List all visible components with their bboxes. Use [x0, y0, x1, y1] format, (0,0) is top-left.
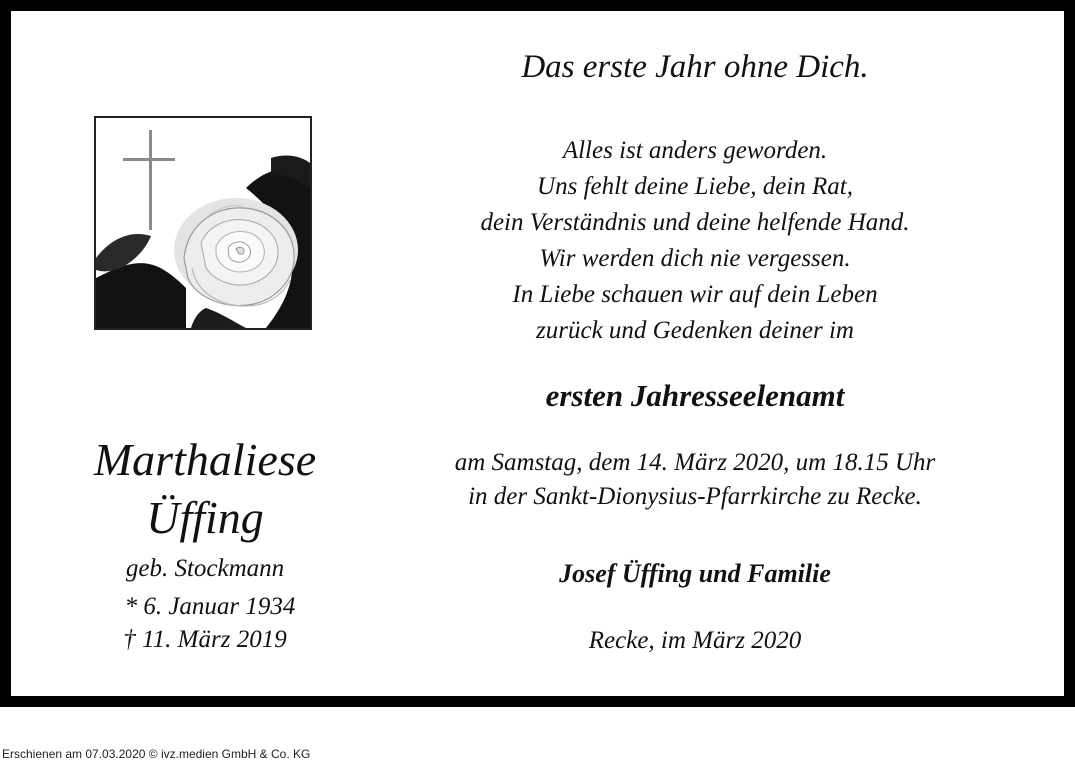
rose-with-cross-icon [94, 116, 312, 330]
deceased-maiden-name: geb. Stockmann [125, 555, 285, 582]
place-date: Recke, im März 2020 [588, 627, 802, 654]
death-date: † 11. März 2019 [123, 626, 287, 653]
event-detail-line: in der Sankt-Dionysius-Pfarrkirche zu Recke. [468, 483, 922, 510]
birth-date: * 6. Januar 1934 [124, 593, 296, 620]
event-detail-line: am Samstag, dem 14. März 2020, um 18.15 Uhr [454, 449, 936, 476]
event-title: ersten Jahresseelenamt [545, 378, 845, 413]
poem-line: zurück und Gedenken deiner im [536, 317, 854, 344]
poem-line: In Liebe schauen wir auf dein Leben [512, 281, 878, 308]
poem-line: Wir werden dich nie vergessen. [539, 245, 851, 272]
poem-line: Uns fehlt deine Liebe, dein Rat, [537, 173, 853, 200]
family-signature: Josef Üffing und Familie [559, 559, 831, 588]
notice-headline: Das erste Jahr ohne Dich. [521, 49, 869, 85]
publication-footer: Erschienen am 07.03.2020 © ivz.medien GmbH & Co. KG [2, 747, 311, 761]
event-details [395, 446, 995, 514]
poem-line: Alles ist anders geworden. [562, 137, 828, 164]
poem [395, 133, 995, 349]
poem-line: dein Verständnis und deine helfende Hand. [480, 209, 910, 236]
deceased-first-name: Marthaliese [93, 434, 317, 485]
deceased-last-name: Üffing [146, 492, 264, 543]
